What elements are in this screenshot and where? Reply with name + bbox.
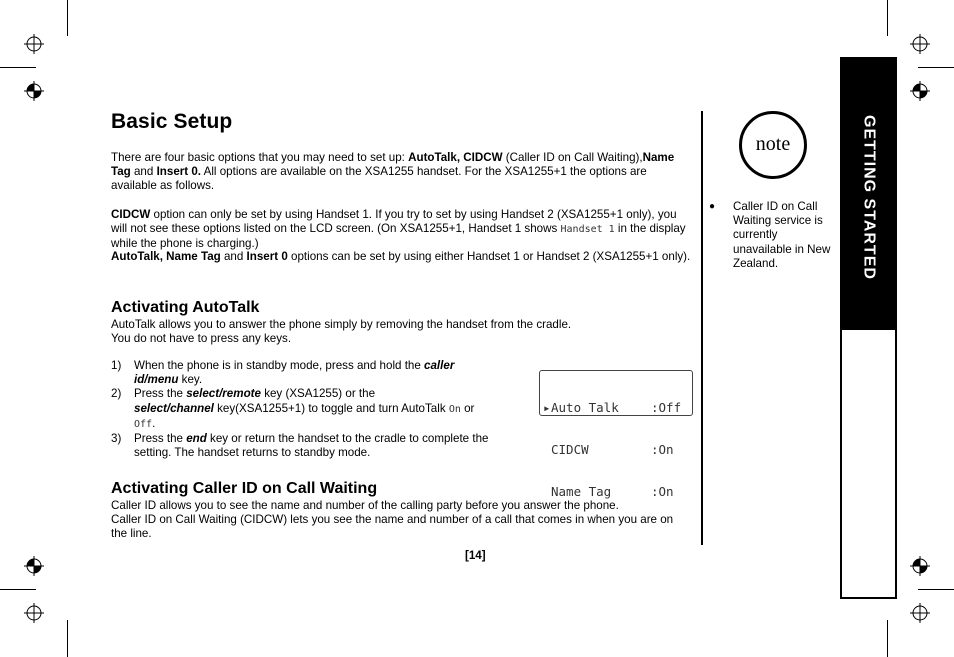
lcd-row [543, 485, 692, 499]
name-tag-text: options can be set by using either Handset 1 or Handset 2 (XSA1255+1 only). [287, 250, 691, 263]
key-name: caller id/menu [134, 359, 455, 387]
section-tab-label: GETTING STARTED [860, 115, 878, 280]
intro-bold: Name Tag [111, 151, 675, 179]
crop-mark [67, 0, 68, 36]
intro-text: (Caller ID on Call Waiting), [502, 151, 643, 164]
lcd-text-inline: On [448, 403, 461, 415]
lcd-row-value: :On [651, 484, 674, 499]
intro-bold: Insert 0. [156, 165, 202, 179]
registration-dot-icon [910, 81, 930, 101]
registration-target-icon [24, 603, 44, 623]
step-number: 1) [111, 359, 122, 372]
note-text: Caller ID on Call Waiting service is currently unavailable in New Zealand. [733, 200, 831, 270]
registration-target-icon [910, 603, 930, 623]
step-text: or [460, 401, 475, 415]
cidcw-description [111, 499, 691, 542]
step-text: Press the [134, 387, 187, 401]
lcd-row [543, 443, 692, 457]
cidcw-heading: Activating Caller ID on Call Waiting [111, 480, 378, 497]
intro-text: There are four basic options that you may need to set up: [111, 151, 409, 164]
name-tag-bold: AutoTalk, Name Tag [111, 250, 221, 263]
lcd-cursor-icon: ▸ [543, 400, 551, 415]
registration-target-icon [910, 34, 930, 54]
step-item [111, 432, 491, 460]
lcd-display [539, 370, 693, 499]
column-divider [701, 111, 703, 545]
bullet-icon: ● [709, 201, 716, 212]
autotalk-description [111, 318, 691, 346]
lcd-row-label: CIDCW [551, 442, 589, 457]
step-text: key(XSA1255+1) to toggle and turn AutoTalk [213, 401, 449, 415]
lcd-row-value: :Off [651, 400, 682, 415]
registration-target-icon [24, 34, 44, 54]
crop-mark [887, 620, 888, 657]
cidcw-line: Caller ID on Call Waiting (CIDCW) lets you see the name and number of a call that comes in when you are on the line. [111, 513, 674, 541]
key-name: select/remote [186, 387, 261, 401]
step-text: key or return the handset to the cradle to complete the setting. The handset returns to standby mode. [134, 432, 489, 460]
cidcw-paragraph [111, 208, 691, 252]
registration-dot-icon [24, 81, 44, 101]
lcd-row [543, 401, 692, 415]
intro-paragraph [111, 151, 691, 194]
crop-mark [887, 0, 888, 36]
name-tag-paragraph [111, 250, 691, 264]
crop-mark [0, 67, 36, 68]
step-item [111, 359, 491, 387]
step-item [111, 387, 491, 432]
lcd-row-label: Name Tag [551, 484, 612, 499]
crop-mark [0, 589, 36, 590]
crop-mark [67, 620, 68, 657]
cidcw-text: option can only be set by using Handset 1. If you try to set by using Handset 2 (XSA1255+1 only), you will not see these options listed on the LCD screen. (On XSA1255+1, Handset 1 shows [111, 208, 677, 236]
step-text: key (XSA1255) or the [260, 387, 376, 401]
name-tag-text: and [220, 250, 247, 263]
cidcw-line: Caller ID allows you to see the name and number of the calling party before you answer the phone. [111, 499, 619, 512]
note-label: note [755, 133, 791, 155]
lcd-text-inline: Off [134, 418, 153, 430]
key-name: end [186, 432, 207, 446]
autotalk-line: AutoTalk allows you to answer the phone simply by removing the handset from the cradle. [111, 318, 572, 331]
step-text: When the phone is in standby mode, press and hold the [134, 359, 425, 372]
step-text: . [152, 416, 156, 430]
step-number: 3) [111, 432, 122, 446]
autotalk-heading: Activating AutoTalk [111, 299, 260, 316]
registration-dot-icon [24, 556, 44, 576]
autotalk-line: You do not have to press any keys. [111, 332, 292, 346]
key-name: select/channel [134, 401, 214, 415]
intro-text: and [130, 165, 157, 179]
step-text: Press the [134, 432, 187, 446]
lcd-text-inline: Handset 1 [560, 224, 615, 236]
intro-text: All options are available on the XSA1255 handset. For the XSA1255+1 the options are available as follows. [111, 165, 647, 193]
page-title: Basic Setup [111, 110, 233, 133]
section-tab [840, 57, 897, 599]
intro-bold: AutoTalk, CIDCW [408, 151, 503, 164]
cidcw-bold: CIDCW [111, 208, 151, 221]
cidcw-text: in the display while the phone is charging.) [111, 222, 686, 251]
autotalk-steps [111, 359, 491, 460]
lcd-row-label: Auto Talk [551, 400, 619, 415]
crop-mark [918, 67, 954, 68]
page-number: [14] [465, 549, 486, 562]
lcd-row-value: :On [651, 442, 674, 457]
step-number: 2) [111, 387, 122, 401]
registration-dot-icon [910, 556, 930, 576]
name-tag-bold: Insert 0 [246, 250, 288, 263]
step-text: key. [178, 373, 203, 387]
crop-mark [918, 589, 954, 590]
